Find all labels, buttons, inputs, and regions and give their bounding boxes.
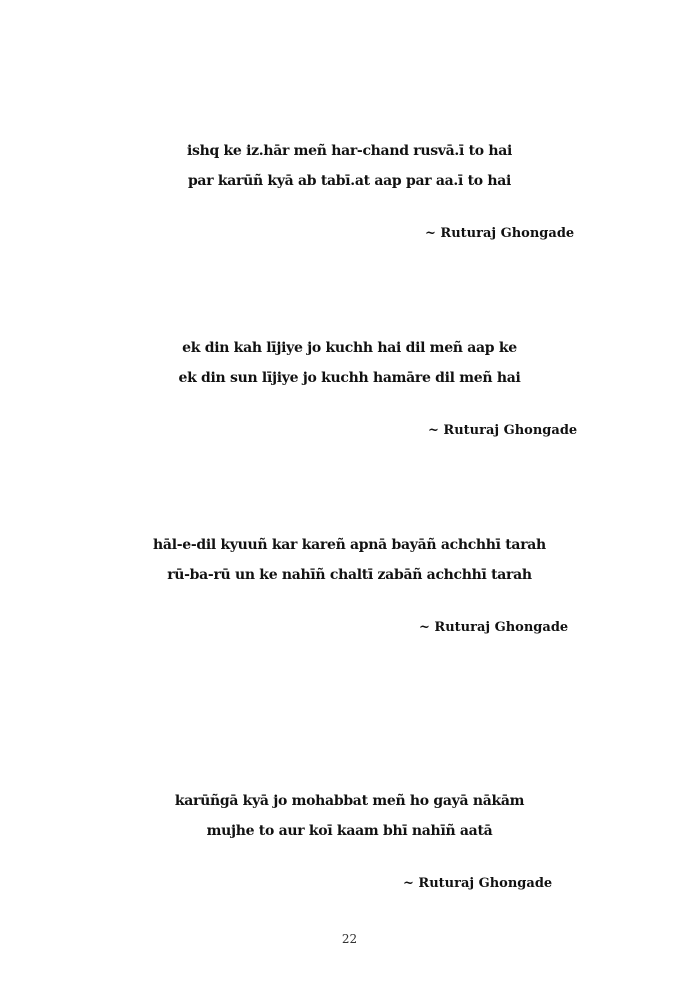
- couplet-4: [0, 786, 699, 846]
- page-number: 22: [341, 932, 358, 946]
- couplet-line: mujhe to aur koī kaam bhī nahīñ aatā: [206, 823, 493, 839]
- couplet-line: ek din sun lījiye jo kuchh hamāre dil meñ hai: [178, 370, 521, 386]
- couplet-line: par karūñ kyā ab tabī.at aap par aa.ī to hai: [187, 173, 512, 189]
- couplet-1: [0, 136, 699, 196]
- couplet-3: [0, 530, 699, 590]
- couplet-line: ek din kah lījiye jo kuchh hai dil meñ aap ke: [182, 340, 517, 356]
- attribution: ~ Ruturaj Ghongade: [428, 423, 578, 438]
- attribution: ~ Ruturaj Ghongade: [403, 876, 553, 891]
- attribution: ~ Ruturaj Ghongade: [419, 620, 569, 635]
- couplet-2: [0, 333, 699, 393]
- couplet-line: ishq ke iz.hār meñ har-chand rusvā.ī to hai: [186, 143, 513, 159]
- couplet-line: rū-ba-rū un ke nahīñ chaltī zabāñ achchhī tarah: [167, 567, 532, 583]
- couplet-line: karūñgā kyā jo mohabbat meñ ho gayā nākām: [174, 793, 525, 809]
- attribution: ~ Ruturaj Ghongade: [425, 226, 575, 241]
- couplet-line: hāl-e-dil kyuuñ kar kareñ apnā bayāñ achchhī tarah: [153, 537, 546, 553]
